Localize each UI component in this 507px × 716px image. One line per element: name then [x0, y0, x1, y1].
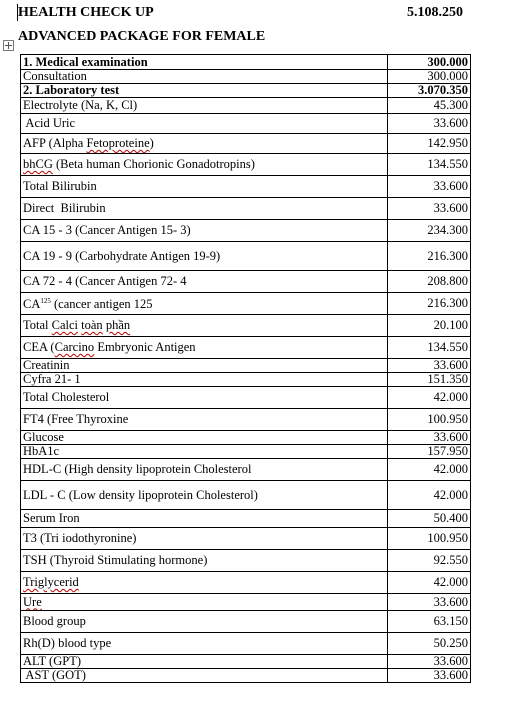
item-price-cell[interactable]: 216.300 — [388, 293, 471, 315]
item-price-cell[interactable]: 63.150 — [388, 611, 471, 633]
item-name-cell[interactable]: Electrolyte (Na, K, Cl) — [21, 98, 388, 114]
item-name-cell[interactable] — [21, 594, 388, 611]
table-row — [21, 359, 471, 373]
spellcheck-underline: Creatinin — [23, 358, 70, 372]
item-price-cell[interactable]: 33.600 — [388, 594, 471, 611]
item-name-cell[interactable]: Rh(D) blood type — [21, 633, 388, 655]
table-row — [21, 98, 471, 114]
item-price-cell[interactable]: 134.550 — [388, 337, 471, 359]
table-row — [21, 242, 471, 271]
item-name-cell[interactable]: Glucose — [21, 431, 388, 445]
spellcheck-underline: bhCG — [23, 157, 53, 171]
table-row — [21, 459, 471, 481]
item-name-cell[interactable] — [21, 572, 388, 594]
table-row — [21, 669, 471, 683]
item-price-cell[interactable]: 42.000 — [388, 387, 471, 409]
text-cursor — [17, 4, 18, 21]
spellcheck-underline: toàn — [81, 318, 103, 332]
table-row — [21, 481, 471, 510]
item-price-cell[interactable]: 3.070.350 — [388, 84, 471, 98]
item-name-cell[interactable]: Direct Bilirubin — [21, 198, 388, 220]
table-row — [21, 337, 471, 359]
table-row — [21, 154, 471, 176]
item-price-cell[interactable]: 33.600 — [388, 359, 471, 373]
item-price-cell[interactable]: 50.400 — [388, 510, 471, 528]
item-name-cell[interactable]: CA 19 - 9 (Carbohydrate Antigen 19-9) — [21, 242, 388, 271]
item-name-cell[interactable]: 2. Laboratory test — [21, 84, 388, 98]
item-name-cell[interactable]: Acid Uric — [21, 114, 388, 134]
table-row — [21, 572, 471, 594]
item-price-cell[interactable]: 216.300 — [388, 242, 471, 271]
price-table — [20, 54, 471, 683]
spellcheck-underline: Fetoproteine — [86, 136, 150, 150]
item-price-cell[interactable]: 42.000 — [388, 459, 471, 481]
item-price-cell[interactable]: 20.100 — [388, 315, 471, 337]
table-row — [21, 510, 471, 528]
item-name-cell[interactable]: CA$^{125}$ (cancer antigen 125 — [21, 293, 388, 315]
item-name-cell[interactable]: Cyfra 21- 1 — [21, 373, 388, 387]
table-row — [21, 445, 471, 459]
item-price-cell[interactable]: 300.000 — [388, 70, 471, 84]
spellcheck-underline: Cyfra — [23, 372, 52, 386]
table-row — [21, 373, 471, 387]
table-row — [21, 55, 471, 70]
item-name-cell[interactable]: Total Bilirubin — [21, 176, 388, 198]
item-name-cell[interactable]: ALT (GPT) — [21, 655, 388, 669]
item-name-cell[interactable]: AFP (Alpha Fetoproteine) — [21, 134, 388, 154]
item-price-cell[interactable]: 33.600 — [388, 114, 471, 134]
item-price-cell[interactable]: 92.550 — [388, 550, 471, 572]
package-subtitle: ADVANCED PACKAGE FOR FEMALE — [18, 29, 266, 44]
table-row — [21, 114, 471, 134]
item-name-cell[interactable]: LDL - C (Low density lipoprotein Cholesterol) — [21, 481, 388, 510]
table-row — [21, 198, 471, 220]
table-row — [21, 550, 471, 572]
item-name-cell[interactable]: AST (GOT) — [21, 669, 388, 683]
item-name-cell[interactable] — [21, 359, 388, 373]
spellcheck-underline: Triglycerid — [23, 575, 79, 589]
item-price-cell[interactable]: 157.950 — [388, 445, 471, 459]
table-row — [21, 387, 471, 409]
table-row — [21, 409, 471, 431]
item-price-cell[interactable]: 33.600 — [388, 669, 471, 683]
item-name-cell[interactable]: FT4 (Free Thyroxine — [21, 409, 388, 431]
spellcheck-underline: Carcino — [54, 340, 95, 354]
item-price-cell[interactable]: 33.600 — [388, 198, 471, 220]
item-name-cell[interactable]: CA 15 - 3 (Cancer Antigen 15- 3) — [21, 220, 388, 242]
item-price-cell[interactable]: 42.000 — [388, 572, 471, 594]
item-name-cell[interactable]: HbA1c — [21, 445, 388, 459]
item-name-cell[interactable]: Total Calci toàn phần — [21, 315, 388, 337]
item-price-cell[interactable]: 208.800 — [388, 271, 471, 293]
spellcheck-underline: Calci — [51, 318, 79, 332]
superscript-text: 125 — [40, 297, 51, 306]
item-price-cell[interactable]: 100.950 — [388, 409, 471, 431]
table-move-handle-icon[interactable] — [3, 40, 14, 51]
item-price-cell[interactable]: 300.000 — [388, 55, 471, 70]
item-price-cell[interactable]: 100.950 — [388, 528, 471, 550]
table-row — [21, 431, 471, 445]
table-row — [21, 633, 471, 655]
table-row — [21, 293, 471, 315]
item-name-cell[interactable]: Serum Iron — [21, 510, 388, 528]
spellcheck-underline: phần — [105, 318, 131, 332]
item-price-cell[interactable]: 33.600 — [388, 431, 471, 445]
item-price-cell[interactable]: 42.000 — [388, 481, 471, 510]
table-row — [21, 176, 471, 198]
spellcheck-underline: Ure — [23, 594, 42, 609]
table-row — [21, 655, 471, 669]
table-row — [21, 134, 471, 154]
price-table-body — [21, 55, 471, 683]
item-price-cell[interactable]: 234.300 — [388, 220, 471, 242]
item-price-cell[interactable]: 151.350 — [388, 373, 471, 387]
table-row — [21, 271, 471, 293]
package-total-price: 5.108.250 — [407, 5, 463, 20]
item-price-cell[interactable]: 33.600 — [388, 655, 471, 669]
item-price-cell[interactable]: 45.300 — [388, 98, 471, 114]
item-name-cell[interactable]: HDL-C (High density lipoprotein Cholesterol — [21, 459, 388, 481]
item-price-cell[interactable]: 50.250 — [388, 633, 471, 655]
item-name-cell[interactable]: bhCG (Beta human Chorionic Gonadotropins) — [21, 154, 388, 176]
item-name-cell[interactable]: T3 (Tri iodothyronine) — [21, 528, 388, 550]
item-name-cell[interactable]: 1. Medical examination — [21, 55, 388, 70]
table-row — [21, 528, 471, 550]
document-title: HEALTH CHECK UP — [18, 5, 154, 20]
item-name-cell[interactable]: Consultation — [21, 70, 388, 84]
item-name-cell[interactable]: TSH (Thyroid Stimulating hormone) — [21, 550, 388, 572]
item-name-cell[interactable]: CEA (Carcino Embryonic Antigen — [21, 337, 388, 359]
table-row — [21, 84, 471, 98]
item-name-cell[interactable]: Total Cholesterol — [21, 387, 388, 409]
table-row — [21, 315, 471, 337]
table-row — [21, 220, 471, 242]
table-row — [21, 611, 471, 633]
item-price-cell[interactable]: 33.600 — [388, 176, 471, 198]
table-row — [21, 70, 471, 84]
item-price-cell[interactable]: 142.950 — [388, 134, 471, 154]
item-name-cell[interactable]: CA 72 - 4 (Cancer Antigen 72- 4 — [21, 271, 388, 293]
item-name-cell[interactable]: Blood group — [21, 611, 388, 633]
table-row — [21, 594, 471, 611]
item-price-cell[interactable]: 134.550 — [388, 154, 471, 176]
